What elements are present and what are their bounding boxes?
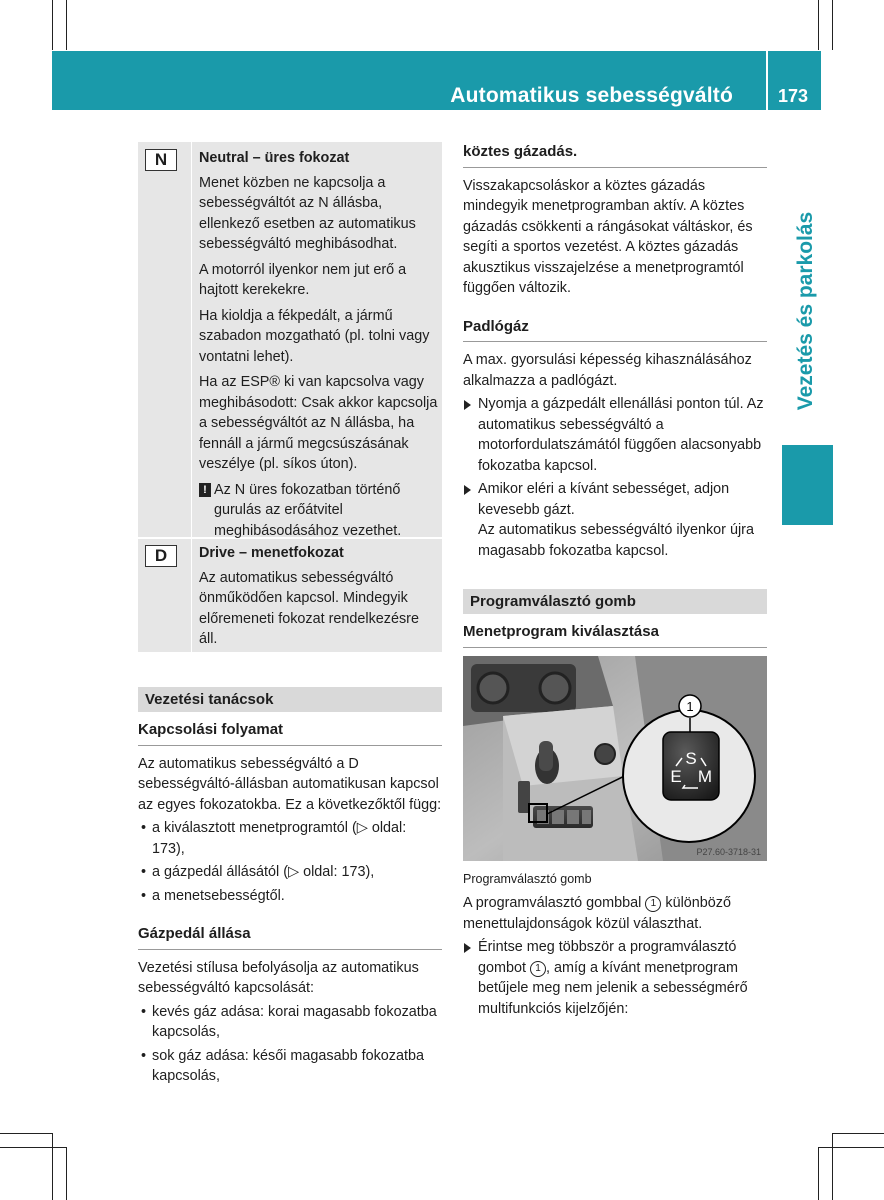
- row-heading: Drive – menetfokozat: [199, 545, 344, 561]
- callout-ref-icon: 1: [645, 896, 661, 912]
- crop-mark: [832, 1133, 833, 1200]
- crop-mark: [818, 1147, 884, 1148]
- paragraph-text: különböző menettulajdonságok közül választhat.: [463, 895, 731, 932]
- warning-note: [199, 480, 439, 542]
- step-text: , amíg a kívánt menetprogram betűjele meg nem jelenik a sebességmérő multifunkciós kijelzőjén:: [478, 959, 748, 1017]
- crop-mark: [832, 0, 833, 50]
- step-text: Érintse meg többször a programválasztó gombot: [478, 939, 737, 976]
- arrow-icon: [464, 485, 471, 495]
- row-paragraph: A motorról ilyenkor nem jut erő a hajtott kerekekre.: [199, 261, 407, 298]
- paragraph: Visszakapcsoláskor a köztes gázadás mindegyik menetprogramban aktív. A köztes gázadás csökkenti a rángásokat váltáskor, és segíti a sportos vezetést. A köztes gázadás akusztikus visszajelzése a menetprogramtól függően változik.: [463, 177, 753, 296]
- crop-mark: [818, 1147, 819, 1200]
- crop-mark: [66, 0, 67, 50]
- right-column-bottom: [463, 870, 767, 1019]
- exclamation-icon: !: [199, 483, 211, 497]
- gear-key-n: N: [145, 149, 177, 171]
- crop-mark: [52, 1133, 53, 1200]
- paragraph: [463, 893, 767, 934]
- step-text: Amikor eléri a kívánt sebességet, adjon kevesebb gázt.: [478, 481, 730, 518]
- right-column: [463, 142, 767, 561]
- row-paragraph: Menet közben ne kapcsolja a sebességváltót az N állásba, ellenkező esetben az automatikus sebességváltó meghibásodhat.: [199, 174, 416, 252]
- paragraph: Az automatikus sebességváltó a D sebességváltó-állásban automatikusan kapcsol az egyes fokozatokba. Ez a következőktől függ:: [138, 755, 442, 813]
- list-item: • a menetsebességtől.: [138, 886, 442, 907]
- chapter-title: Automatikus sebességváltó: [450, 84, 733, 107]
- list-item: • sok gáz adása: késői magasabb fokozatba kapcsolás,: [138, 1046, 442, 1087]
- arrow-icon: [464, 400, 471, 410]
- callout-ref-icon: 1: [530, 961, 546, 977]
- side-tab-marker: [782, 445, 833, 525]
- subheading: Gázpedál állása: [138, 924, 442, 950]
- gear-key-d: D: [145, 545, 177, 567]
- page-header: [52, 51, 821, 110]
- console-illustration: [463, 656, 767, 861]
- paragraph: Vezetési stílusa befolyásolja az automatikus sebességváltó kapcsolását:: [138, 959, 419, 996]
- crop-mark: [818, 0, 819, 50]
- table-row-neutral: [199, 148, 439, 546]
- side-tab: [780, 182, 832, 440]
- warning-text: Az N üres fokozatban történő gurulás az erőátvitel meghibásodásához vezethet.: [214, 481, 402, 539]
- subheading: Kapcsolási folyamat: [138, 720, 442, 746]
- table-divider: [191, 142, 192, 652]
- list-item: • a gázpedál állásától (▷ oldal: 173),: [138, 862, 442, 883]
- header-divider: [766, 51, 768, 110]
- row-paragraph: Az automatikus sebességváltó önműködően kapcsol. Mindegyik előremeneti fokozat rendelkezésre áll.: [199, 569, 419, 647]
- image-code: P27.60-3718-31: [696, 847, 761, 857]
- row-paragraph: Ha kioldja a fékpedált, a jármű szabadon mozgatható (pl. tolni vagy vontatni lehet).: [199, 307, 430, 365]
- button-label-s: S: [685, 749, 697, 768]
- crop-mark: [52, 0, 53, 50]
- button-label-e: E: [670, 767, 682, 786]
- left-column: [138, 687, 442, 1087]
- button-label-m: M: [697, 767, 713, 786]
- list-item: • a kiválasztott menetprogramtól (▷ oldal: 173),: [138, 818, 442, 859]
- section-heading: Vezetési tanácsok: [138, 687, 442, 712]
- list-item: • kevés gáz adása: korai magasabb fokozatba kapcsolás,: [138, 1002, 442, 1043]
- step-text: Nyomja a gázpedált ellenállási ponton túl. Az automatikus sebességváltó a motorfordulatszámától függően alacsonyabb fokozatba kapcsol.: [478, 396, 764, 474]
- instruction-step: [463, 394, 767, 476]
- subheading: Padlógáz: [463, 317, 767, 343]
- program-selector-photo: [463, 656, 767, 861]
- instruction-step: [463, 479, 767, 561]
- section-heading: Programválasztó gomb: [463, 589, 767, 614]
- paragraph-text: A programválasztó gombbal: [463, 895, 642, 911]
- instruction-step: [463, 937, 767, 1019]
- crop-mark: [832, 1133, 884, 1134]
- subheading: Menetprogram kiválasztása: [463, 622, 767, 648]
- crop-mark: [0, 1133, 52, 1134]
- row-heading: Neutral – üres fokozat: [199, 150, 350, 166]
- gear-table: [138, 142, 442, 652]
- crop-mark: [66, 1147, 67, 1200]
- arrow-icon: [464, 943, 471, 953]
- table-row-drive: [199, 543, 439, 655]
- right-column-lower: [463, 589, 767, 648]
- row-paragraph: Ha az ESP® ki van kapcsolva vagy meghibásodott: Csak akkor kapcsolja a sebességváltót az N állásba, ha fennáll a jármű megcsúszásának veszélye (pl. síkos úton).: [199, 374, 438, 472]
- callout-number: 1: [686, 699, 694, 714]
- figure-caption: Programválasztó gomb: [463, 872, 592, 886]
- step-result: Az automatikus sebességváltó ilyenkor újra magasabb fokozatba kapcsol.: [478, 522, 754, 559]
- crop-mark: [0, 1147, 66, 1148]
- paragraph: A max. gyorsulási képesség kihasználásához alkalmazza a padlógázt.: [463, 352, 752, 389]
- page-number: 173: [777, 86, 808, 106]
- side-tab-label: Vezetés és parkolás: [794, 211, 817, 411]
- subheading: köztes gázadás.: [463, 142, 767, 168]
